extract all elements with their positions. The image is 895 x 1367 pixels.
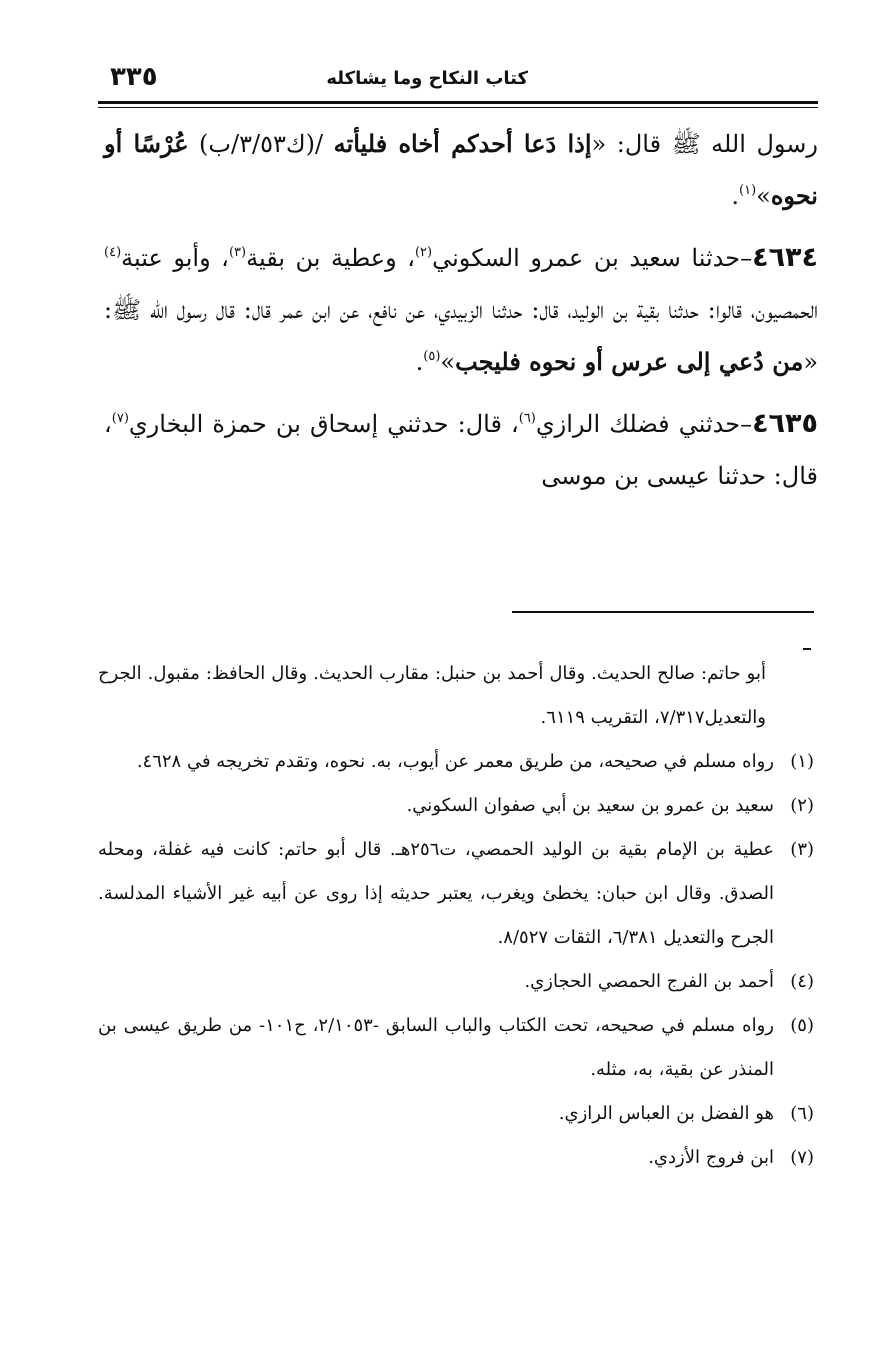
footnote-marker: (٣)	[228, 245, 247, 260]
footnote-number: (٤)	[790, 971, 814, 992]
footnote-marker: (٦)	[518, 411, 536, 426]
footnote-item	[98, 784, 814, 828]
footnote-item	[98, 828, 814, 960]
footnote-text: عطية بن الإمام بقية بن الوليد الحمصي، ت٢٥٦هـ. قال أبو حاتم: كانت فيه غفلة، ومحله الصدق. وقال ابن حبان: يخطئ ويغرب، يعتبر حديثه إذا روى عن أبيه غير الأشياء المدلسة. الجرح والتعديل ٦/٣٨١، الثقات ٨/٥٢٧.	[98, 839, 775, 948]
footnote-marker: (٧)	[111, 411, 129, 426]
quote-close: »	[756, 182, 771, 210]
hadith-text-bold: من دُعي إلى عرس أو نحوه فليجب	[455, 347, 804, 376]
main-text	[104, 118, 818, 512]
footnote-text: ابن فروج الأزدي.	[648, 1147, 774, 1168]
footnote-marker: (٥)	[423, 349, 441, 364]
footnote-number: (١)	[790, 751, 814, 772]
footnote-marker: (٤)	[104, 245, 122, 260]
text-run: ، قال: حدثنا عيسى بن موسى	[104, 410, 818, 490]
text-run: .	[731, 182, 740, 210]
footnote-number: (٢)	[790, 795, 814, 816]
hadith-number: ٤٦٣٤	[752, 242, 819, 273]
text-run: .	[415, 348, 424, 376]
footnotes	[98, 652, 814, 1180]
footnote-item	[98, 740, 814, 784]
footnote-number: (٣)	[790, 839, 815, 860]
footnote-text: أحمد بن الفرج الحمصي الحجازي.	[524, 971, 774, 992]
text-run: ، قال: حدثني إسحاق بن حمزة البخاري	[128, 410, 519, 438]
footnote-text: رواه مسلم في صحيحه، تحت الكتاب والباب السابق -٢/١٠٥٣، ح١٠١- من طريق عيسى بن المنذر عن بقية، به، مثله.	[98, 1015, 774, 1080]
footnote-separator	[512, 611, 814, 613]
header-rule-thin	[98, 107, 818, 108]
footnote-number: (٧)	[790, 1147, 814, 1168]
footnote-marker: (٢)	[414, 245, 433, 260]
page-number: ٣٣٥	[110, 62, 158, 92]
text-run: الحمصيون، قالوا: حدثنا بقية بن الوليد، قال: حدثنا الزبيدي، عن نافع، عن ابن عمر قال: قال رسول الله ﷺ: «	[104, 296, 818, 376]
manuscript-reference: /(ك٣/٥٣/ب)	[188, 130, 334, 158]
hadith-number: ٤٦٣٥	[752, 408, 818, 439]
footnote-text: رواه مسلم في صحيحه، من طريق معمر عن أيوب، به. نحوه، وتقدم تخريجه في ٤٦٢٨.	[136, 751, 774, 772]
header-rule-thick	[98, 101, 818, 104]
footnote-number: (٥)	[790, 1015, 814, 1036]
footnote-continuation: أبو حاتم: صالح الحديث. وقال أحمد بن حنبل: مقارب الحديث. وقال الحافظ: مقبول. الجرح والتعديل٧/٣١٧، التقريب ٦١١٩.	[98, 663, 766, 728]
footnote-item	[98, 1092, 814, 1136]
hadith-text-bold: إذا دَعا أحدكم أخاه فليأته	[333, 129, 592, 158]
text-run: –حدثنا سعيد بن عمرو السكوني	[432, 244, 753, 272]
quote-close: »	[440, 348, 456, 376]
footnote-item	[98, 1004, 814, 1092]
footnote-number: (٦)	[790, 1103, 814, 1124]
footnote-continuation-mark	[803, 648, 811, 650]
paragraph-continuation	[104, 118, 818, 222]
footnote-text: سعيد بن عمرو بن سعيد بن أبي صفوان السكوني.	[406, 795, 774, 816]
paragraph-hadith-4634	[104, 232, 818, 388]
paragraph-hadith-4635	[104, 398, 818, 502]
text-run: رسول الله ﷺ قال: «	[591, 130, 818, 158]
text-run: ، وأبو عتبة	[121, 244, 229, 272]
text-run: ، وعطية بن بقية	[246, 244, 415, 272]
page-header	[98, 62, 818, 102]
text-run: –حدثني فضلك الرازي	[535, 410, 753, 438]
footnote-text: هو الفضل بن العباس الرازي.	[558, 1103, 774, 1124]
hadith-text-bold: عُرْسًا أو نحوه	[104, 129, 818, 210]
footnote-item	[98, 960, 814, 1004]
footnote-marker: (١)	[739, 183, 757, 198]
footnote-item	[98, 1136, 814, 1180]
running-title: كتاب النكاح وما يشاكله	[326, 68, 528, 89]
